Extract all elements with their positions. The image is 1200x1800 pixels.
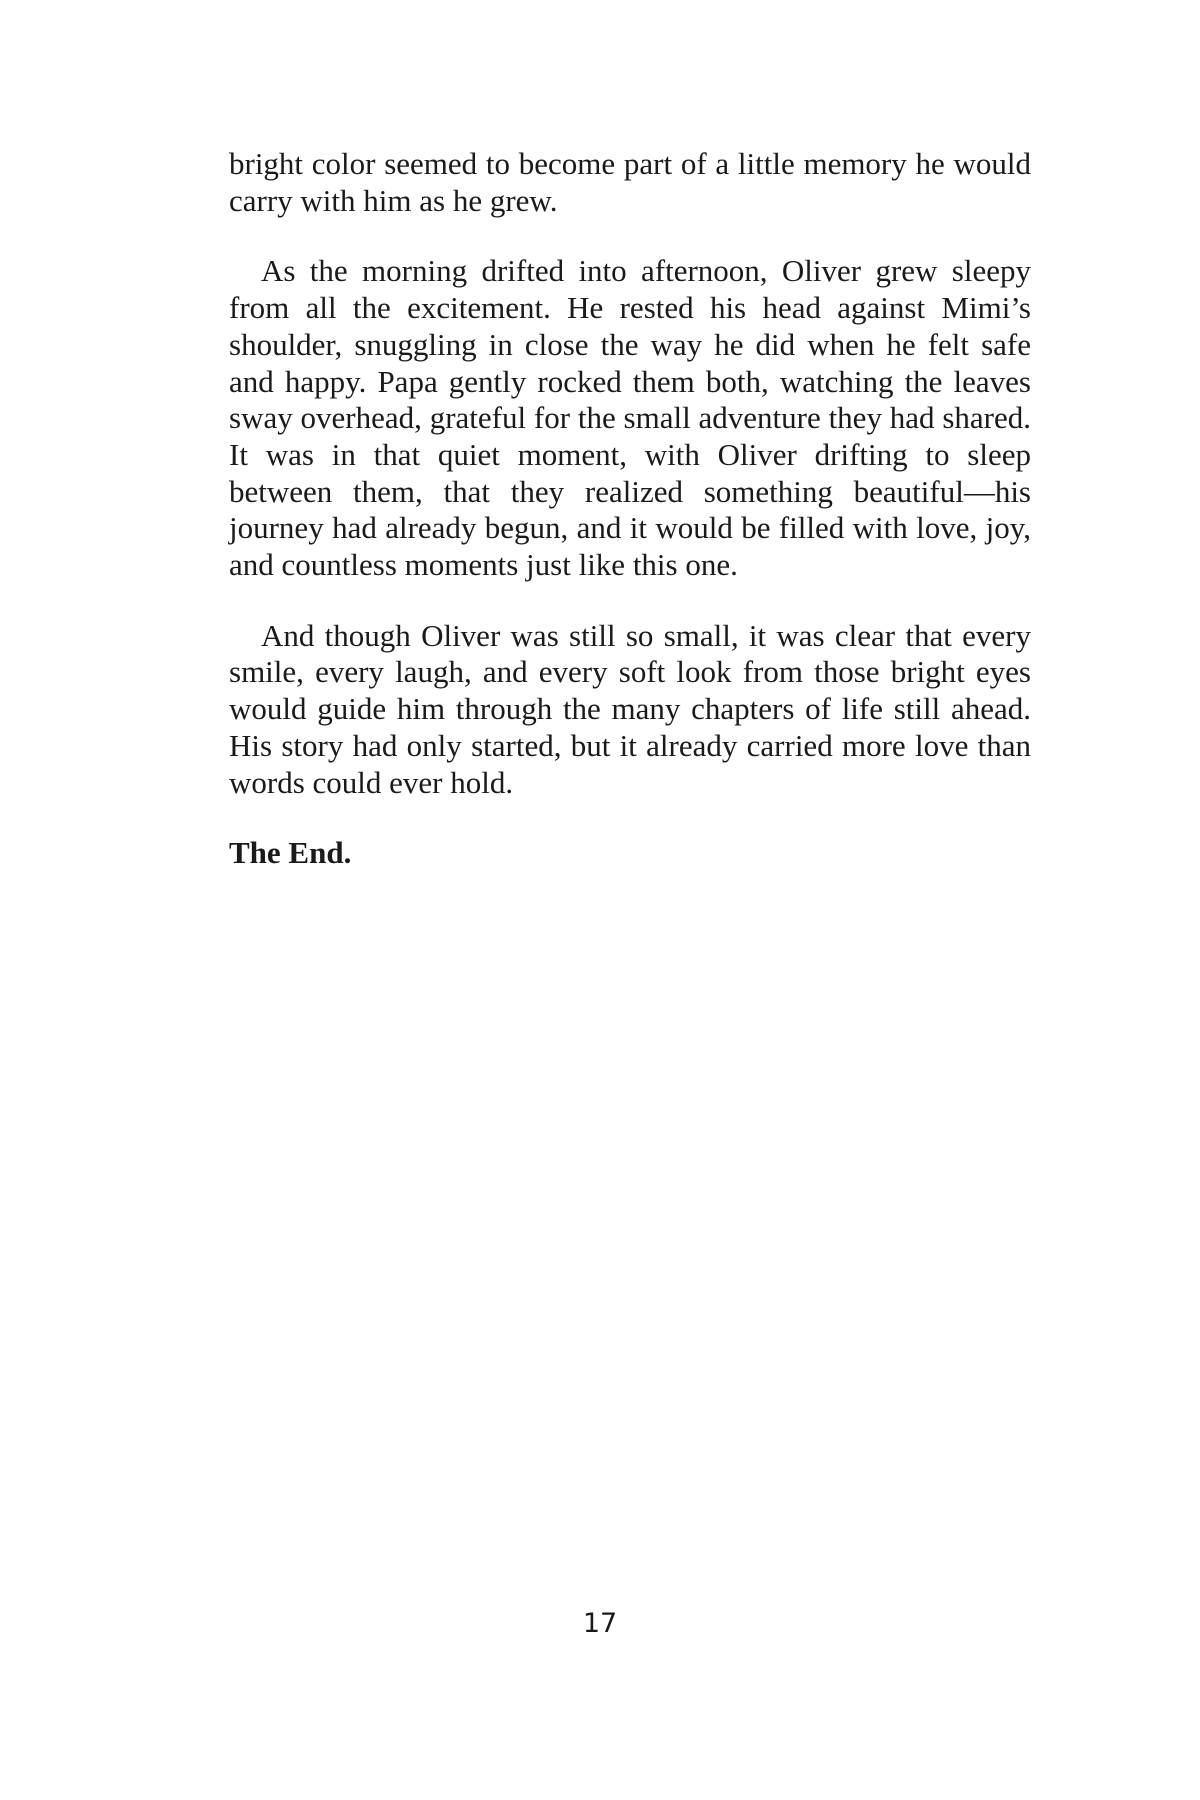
body-text xyxy=(229,146,1031,872)
paragraph-afternoon: As the morning drifted into afternoon, Oliver grew sleepy from all the excitement. He rested his head against Mimi’s shoulder, snuggling in close the way he did when he felt safe and happy. Papa gently rocked them both, watching the leaves sway overhead, grateful for the small adventure they had shared. It was in that quiet moment, with Oliver drifting to sleep between them, that they realized something beautiful—his journey had already begun, and it would be filled with love, joy, and countless moments just like this one. xyxy=(229,253,1031,583)
the-end-heading: The End. xyxy=(229,835,352,871)
paragraph-closing: And though Oliver was still so small, it was clear that every smile, every laugh, and every soft look from those bright eyes would guide him through the many chapters of life still ahead. His story had only started, but it already carried more love than words could ever hold. xyxy=(229,617,1031,800)
paragraph-continuation: bright color seemed to become part of a little memory he would carry with him as he grew. xyxy=(229,146,1031,218)
page-number: 17 xyxy=(582,1608,618,1639)
